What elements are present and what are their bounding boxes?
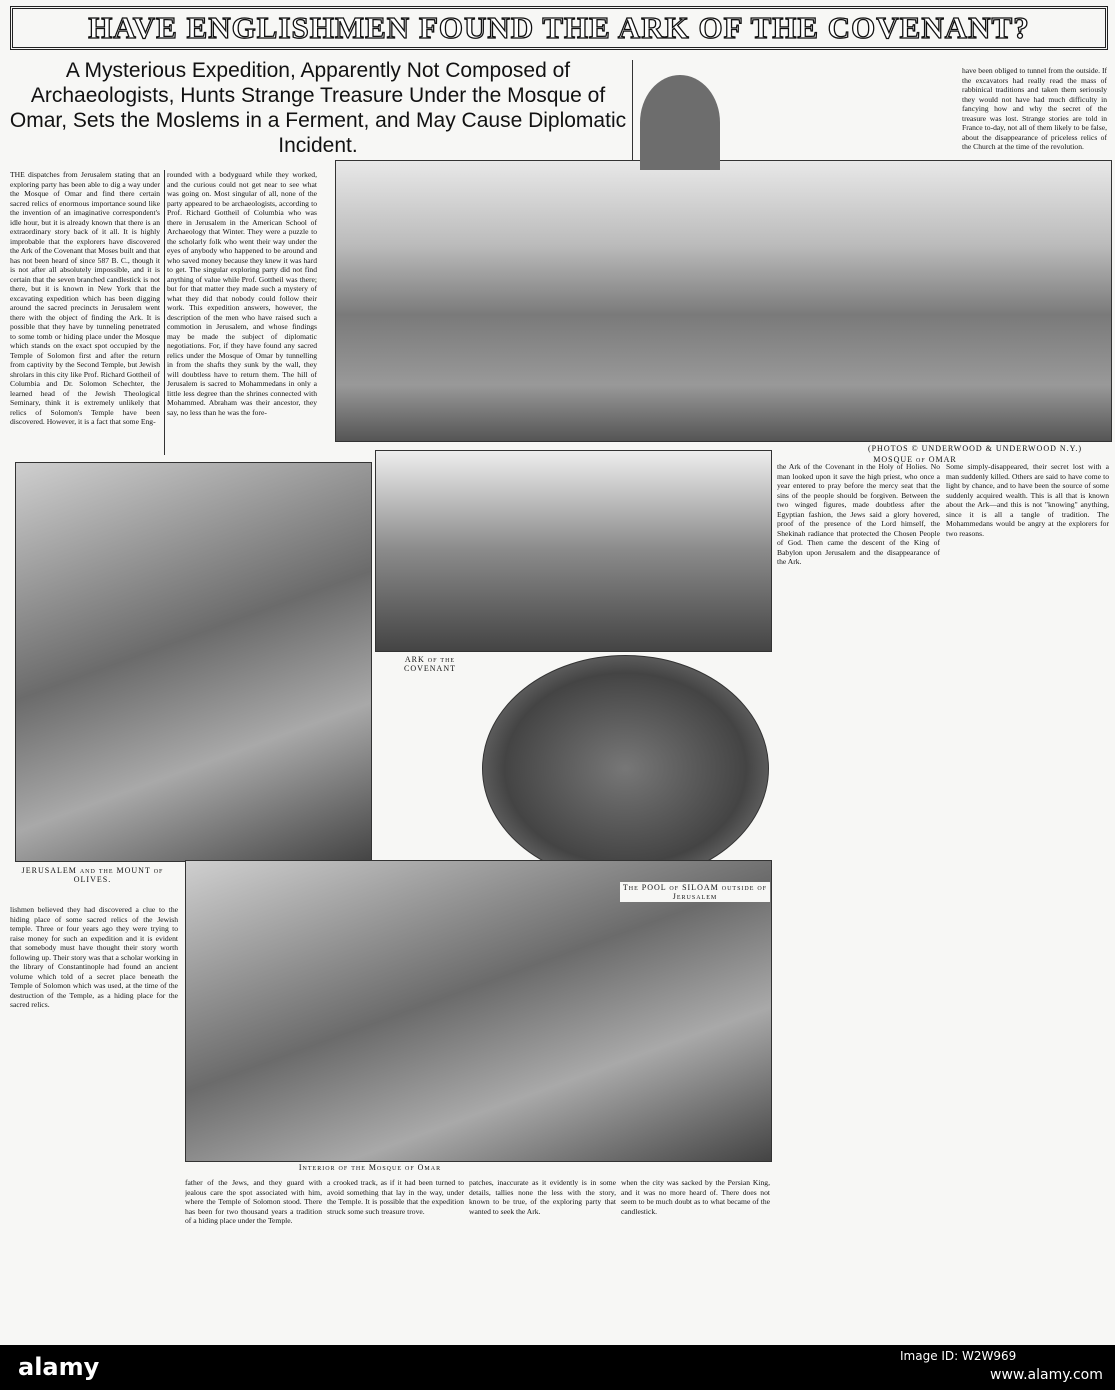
article-column-b1: lishmen believed they had discovered a clue to the hiding place of some sacred relics of the Jewish temple. Three or four years ago they were trying to raise money for such an expedition and it is evident that somebody must have thought their story worth following up. Their story was that a scholar working in the library of Constantinople had found an ancient volume which told of a secret place beneath the Temple of Solomon which was used, at the time of the destruction of the Temple, as a hiding place for the sacred relics. (10, 905, 178, 1009)
dome-illustration (640, 75, 720, 170)
article-column-top-right: have been obliged to tunnel from the outside. If the excavators had really read the mass of rabbinical traditions and taken them seriously they would not have had much difficulty in fancying how and why the secret of the treasure was lost. Strange stories are told in France to-day, not all of them likely to be false, about the disappearance of priceless relics of the Church at the time of the revolution. (962, 66, 1107, 151)
article-column-r2: Some simply-disappeared, their secret lost with a man suddenly killed. Others are said to have come to light by chance, and to have been the source of some suddenly acquired wealth. This is all that is known about the Ark—and this is not "knowing" anything, since it is all a tangle of tradition. The Mohammedans would be angry at the explorers for two reasons. (946, 462, 1109, 538)
article-column-b5: when the city was sacked by the Persian King, and it was no more heard of. There does not seem to be much doubt as to what became of the candlestick. (621, 1178, 770, 1216)
article-column-b3: a crooked track, as if it had been turned to avoid something that lay in the way, under the Temple. It is possible that the expedition struck some such treasure trove. (327, 1178, 464, 1216)
image-id: Image ID: W2W969 (900, 1349, 1017, 1363)
article-column-2: rounded with a bodyguard while they worked, and the curious could not get near to see what was going on. Most singular of all, none of the party appeared to be archaeologists, according to Prof. Richard Gottheil of Columbia who was there in Jerusalem in the American School of Archaeology that Winter. They were a puzzle to the scholarly folk who went their way under the eyes of anybody who happened to be around and who saved money because they knew it was hard to get. The singular exploring party did not find anything of value while Prof. Gottheil was there; but for that matter they made such a mystery of what they did that nobody could follow their work. This expedition answers, however, the description of the men who have raised such a commotion in Jerusalem, and whose findings may be made the subject of diplomatic negotiations. For, if they have found any sacred relics under the Mosque of Omar by tunnelling in from the shafts they sunk by the wall, they will doubtless have to return them. The hill of Jerusalem is sacred to Mohammedans in only a little less degree than the shrines connected with Mohammed. Abraham was their ancestor, they say, no less than he was the fore- (167, 170, 317, 417)
alamy-url: www.alamy.com (990, 1367, 1103, 1383)
jerusalem-photo (15, 462, 372, 862)
column-rule (632, 60, 633, 165)
article-column-b4: patches, inaccurate as it evidently is in some details, tallies none the less with the story, known to be true, of the exploring party that wanted to seek the Ark. (469, 1178, 616, 1216)
photo-credit: (PHOTOS © UNDERWOOD & UNDERWOOD N.Y.) (867, 444, 1083, 453)
article-column-r1: the Ark of the Covenant in the Holy of Holies. No man looked upon it save the high priest, who once a year entered to pray before the mercy seat that the sins of the people should be forgiven. Between the two winged figures, made doubtless after the Egyptian fashion, the Jews said a glory hovered, proof of the presence of the Lord himself, the Shekinah radiance that protected the Chosen People of God. Then came the descent of the King of Babylon upon Jerusalem and the disappearance of the Ark. (777, 462, 940, 566)
headline: HAVE ENGLISHMEN FOUND THE ARK OF THE COVENANT? (88, 10, 1030, 45)
mosque-caption: MOSQUE of OMAR (873, 455, 957, 464)
pool-caption: The POOL of SILOAM outside of Jerusalem (620, 882, 770, 902)
alamy-logo: alamy (18, 1353, 100, 1381)
subheadline: A Mysterious Expedition, Apparently Not Composed of Archaeologists, Hunts Strange Treasure Under the Mosque of Omar, Sets the Moslems in a Ferment, and May Cause Diplomatic Incident. (9, 59, 627, 157)
ark-illustration (375, 450, 772, 652)
ark-caption: ARK of the COVENANT (404, 655, 456, 673)
mosque-interior-photo (185, 860, 772, 1162)
article-column-1: THE dispatches from Jerusalem stating that an exploring party has been able to dig a way under the Mosque of Omar and find there certain sacred relics of enormous importance sound like the invention of an imaginative correspondent's idle hour, but it is already known that there is an extraordinary story back of it all. It is highly improbable that the explorers have discovered the Ark of the Covenant that Moses built and that has not been heard of since 587 B. C., though it is not after all absolutely impossible, and it is certain that the seven branched candlestick is not there, but it is known in New York that the excavating expedition which has been digging around the sacred precincts in Jerusalem went there with the object of finding the Ark. It is possible that they have by tunneling penetrated to some tomb or hiding place under the Mosque which stands on the exact spot occupied by the Temple of Solomon first and after the return from captivity by the Second Temple, but Jewish shrolars in this city like Prof. Richard Gottheil of Columbia and Dr. Solomon Schechter, the learned head of the Jewish Theological Seminary, think it is extremely unlikely that relics of Solomon's Temple have been discovered. However, it is a fact that some Eng- (10, 170, 165, 455)
interior-caption: Interior of the Mosque of Omar (298, 1163, 442, 1172)
pool-of-siloam-photo (482, 655, 769, 882)
watermark-bar (0, 1345, 1115, 1390)
article-column-b2: father of the Jews, and they guard with jealous care the spot associated with him, where the Temple of Solomon stood. There has been for two thousand years a tradition of a hiding place under the Temple. (185, 1178, 322, 1225)
mosque-of-omar-photo (335, 160, 1112, 442)
jerusalem-caption: JERUSALEM and the MOUNT of OLIVES. (21, 866, 164, 884)
headline-box (10, 6, 1108, 50)
